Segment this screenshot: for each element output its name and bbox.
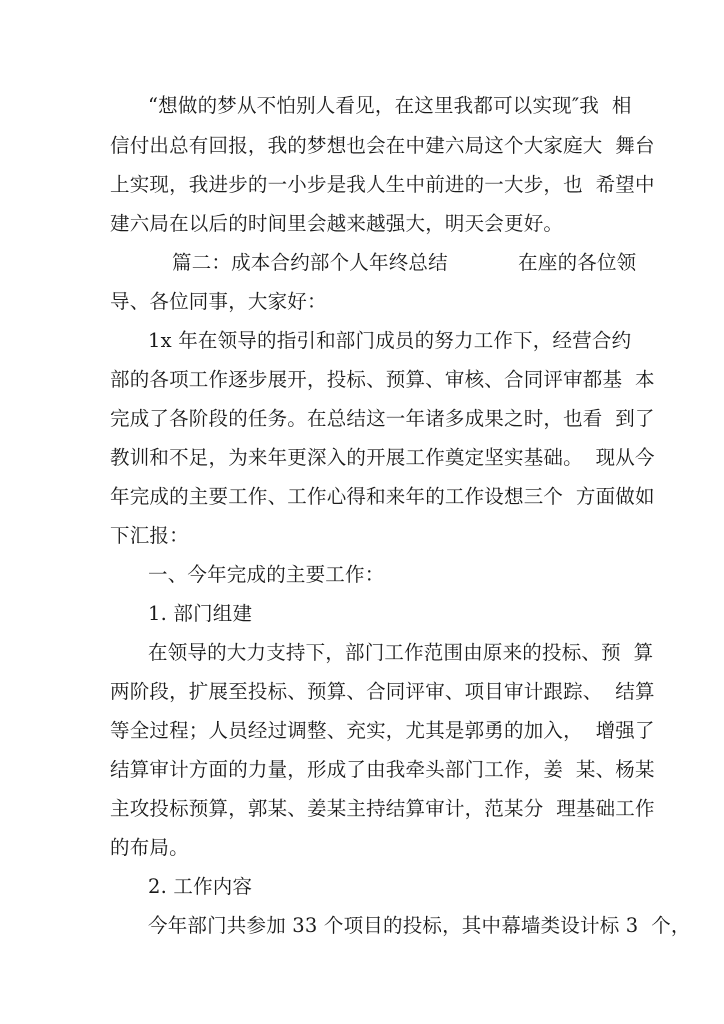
subsection-heading-line: 1. 部门组建 [148,602,253,625]
paragraph-line: 完成了各阶段的任务。在总结这一年诸多成果之时，也看 到了 [110,407,655,430]
paragraph-line: 导、各位同事，大家好： [110,290,327,313]
paragraph-line: 信付出总有回报，我的梦想也会在中建六局这个大家庭大 舞台 [110,134,655,157]
paragraph-line: 主攻投标预算，郭某、姜某主持结算审计，范某分 理基础工作 [110,797,655,820]
paragraph-line: 教训和不足，为来年更深入的开展工作奠定坚实基础。 现从今 [110,446,655,469]
paragraph-line: 上实现，我进步的一小步是我人生中前进的一大步，也 希望中 [110,173,655,196]
paragraph-line: 部的各项工作逐步展开，投标、预算、审核、合同评审都基 本 [110,368,655,391]
paragraph-line: 的布局。 [110,836,189,859]
paragraph-line: 今年部门共参加 33 个项目的投标，其中幕墙类设计标 3 个， [148,914,691,937]
paragraph-line: 1x 年在领导的指引和部门成员的努力工作下，经营合约 [148,329,632,352]
paragraph-line: 下汇报： [110,524,189,547]
section-heading-line: 篇二：成本合约部个人年终总结 在座的各位领 [172,251,637,274]
paragraph-line: 两阶段，扩展至投标、预算、合同评审、项目审计跟踪、 结算 [110,680,655,703]
paragraph-line: 结算审计方面的力量，形成了由我牵头部门工作，姜 某、杨某 [110,758,655,781]
section-heading-line: 一、今年完成的主要工作： [148,563,385,586]
paragraph-line: 年完成的主要工作、工作心得和来年的工作设想三个 方面做如 [110,485,655,508]
paragraph-line: 等全过程；人员经过调整、充实，尤其是郭勇的加入， 增强了 [110,719,655,742]
paragraph-line: 建六局在以后的时间里会越来越强大，明天会更好。 [110,212,564,235]
paragraph-line: 在领导的大力支持下，部门工作范围由原来的投标、预 算 [148,641,654,664]
subsection-heading-line: 2. 工作内容 [148,875,253,898]
paragraph-line: “想做的梦从不怕别人看见，在这里我都可以实现″我 相 [148,94,632,117]
